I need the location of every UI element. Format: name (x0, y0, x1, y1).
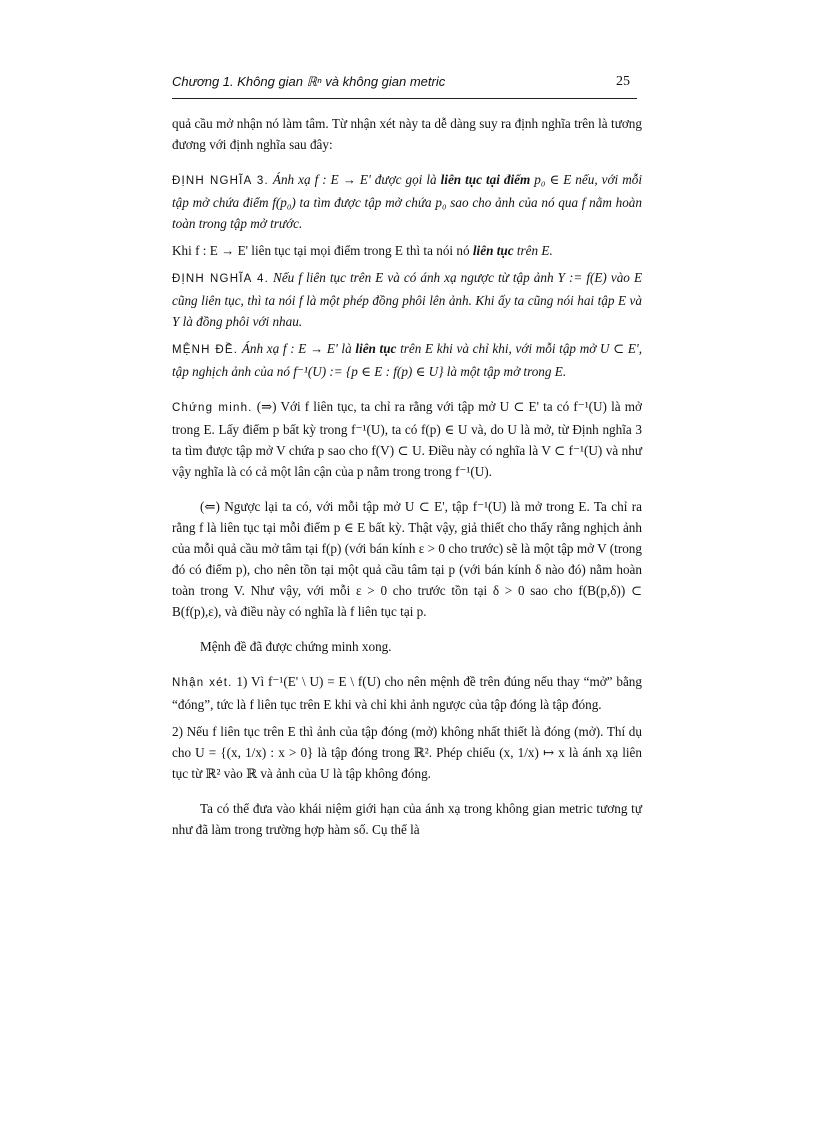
paragraph-intro: quả cầu mở nhận nó làm tâm. Từ nhận xét này ta dễ dàng suy ra định nghĩa trên là tương đương với định nghĩa sau đây: (172, 116, 642, 152)
proposition-label: MỆNH ĐỀ. (172, 344, 239, 356)
page-number: 25 (616, 74, 630, 89)
continuous-text-b: trên E. (513, 243, 553, 258)
definition-4 (172, 267, 642, 332)
chapter-title: Chương 1. Không gian ℝⁿ và không gian metric (172, 74, 446, 89)
remark-2: 2) Nếu f liên tục trên E thì ảnh của tập đóng (mở) không nhất thiết là đóng (mở). Thí dụ cho U = {(x, 1/x) : x > 0} là tập đóng trong ℝ². Phép chiếu (x, 1/x) ↦ x là ánh xạ liên tục từ ℝ² vào ℝ và ảnh của U là tập không đóng. (172, 724, 642, 781)
proof-converse: (⇐) Ngược lại ta có, với mỗi tập mở U ⊂ E', tập f⁻¹(U) là mở trong E. Ta chỉ ra rằng f là liên tục tại mỗi điểm p ∈ E bất kỳ. Thật vậy, giả thiết cho thấy rằng nghịch ảnh của mỗi quả cầu mở tâm tại f(p) (với bán kính ε > 0 cho trước) sẽ là một tập mở V (trong đó có điểm p), cho nên tồn tại một quả cầu tâm tại p (với bán kính δ nào đó) nằm hoàn toàn trong V. Như vậy, với mỗi ε > 0 cho trước tồn tại δ > 0 sao cho f(B(p,δ)) ⊂ B(f(p),ε), và điều này có nghĩa là f liên tục tại p. (172, 499, 642, 619)
running-header (172, 74, 642, 96)
continuous-bold: liên tục (472, 243, 514, 258)
paragraph-continuous (172, 240, 642, 261)
remark-label: Nhận xét. (172, 677, 233, 689)
header-rule (172, 98, 637, 99)
definition-3-text-a: Ánh xạ f : E → E' được gọi là (268, 172, 441, 187)
paragraph-limit: Ta có thể đưa vào khái niệm giới hạn của ánh xạ trong không gian metric tương tự như đã làm trong trường hợp hàm số. Cụ thể là (172, 801, 642, 837)
proof-text: (⇒) Với f liên tục, ta chỉ ra rằng với tập mở U ⊂ E' ta có f⁻¹(U) là mở trong E. Lấy điểm p bất kỳ trong f⁻¹(U), ta có f(p) ∈ U và, do U là mở, từ Định nghĩa 3 ta tìm được tập mở V chứa p sao cho f(V) ⊂ U. Điều này có nghĩa là V ⊂ f⁻¹(U) và như vậy nghĩa là có cả một lân cận của p nằm trong trong f⁻¹(U). (172, 399, 642, 479)
definition-4-label: ĐỊNH NGHĨA 4. (172, 273, 269, 285)
continuous-text-a: Khi f : E → E' liên tục tại mọi điểm trong E thì ta nói nó (172, 243, 473, 258)
proposition (172, 338, 642, 382)
page-body (172, 113, 642, 846)
proposition-text-a: Ánh xạ f : E → E' là (238, 341, 356, 356)
definition-3-text-b: p₀ ∈ E nếu, với mỗi tập mở chứa điểm f(p₀) ta tìm được tập mở chứa p₀ sao cho ảnh của nó qua f nằm hoàn toàn trong tập mở trước. (172, 172, 642, 231)
proposition-text-b: trên E khi và chỉ khi, với mỗi tập mở U ⊂ E', tập nghịch ảnh của nó f⁻¹(U) := {p ∈ E : f(p) ∈ U} là một tập mở trong E. (172, 341, 643, 379)
remark-1-text: 1) Vì f⁻¹(E' \ U) = E \ f(U) cho nên mệnh đề trên đúng nếu thay “mở” bằng “đóng”, tức là f liên tục trên E khi và chỉ khi ảnh ngược của tập đóng là tập đóng. (172, 674, 642, 712)
remark-1 (172, 671, 642, 715)
proof-label: Chứng minh. (172, 402, 253, 414)
definition-4-text: Nếu f liên tục trên E và có ánh xạ ngược từ tập ảnh Y := f(E) vào E cũng liên tục, thì ta nói f là một phép đồng phôi lên ảnh. Khi ấy ta cũng nói hai tập E và Y là đồng phôi với nhau. (172, 270, 643, 329)
definition-3-bold: liên tục tại điểm (440, 172, 531, 187)
proof (172, 396, 642, 482)
proof-end: Mệnh đề đã được chứng minh xong. (200, 639, 392, 654)
definition-3-label: ĐỊNH NGHĨA 3. (172, 175, 269, 187)
proposition-bold: liên tục (355, 341, 397, 356)
definition-3 (172, 169, 642, 234)
